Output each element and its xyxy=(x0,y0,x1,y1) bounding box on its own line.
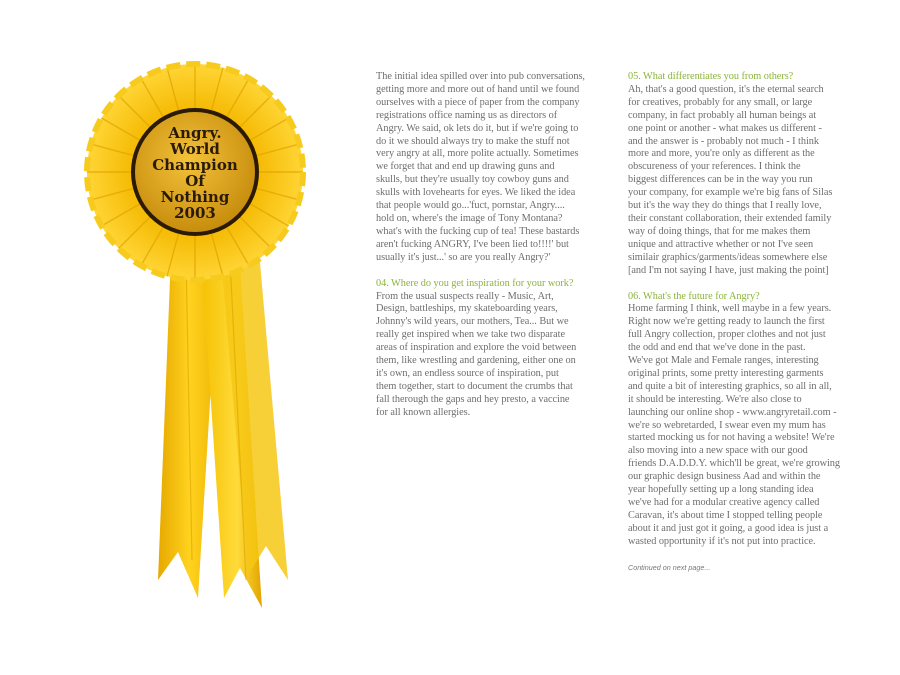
continued-note: Continued on next page... xyxy=(628,563,711,572)
badge-line-2: World xyxy=(170,140,220,158)
right-text-column xyxy=(628,71,868,549)
question-04-heading: 04. Where do you get inspiration for your work? xyxy=(376,277,574,289)
question-06-answer: Home farming I think, well maybe in a few years. Right now we're getting ready to launch the first full Angry collection, proper clothes and not just the odd and end that we've done in the past. We've got Male and Female ranges, interesting original prints, some pretty interesting garments and quite a bit of interesting graphics, so all in all, it should be interesting. We're also close to launching our online shop - www.angryretail.com - we're so webretarded, I swear even my mum has started mocking us for not having a website! We're also moving into a new space with our good friends D.A.D.D.Y. which'll be great, we're growing our graphic design business Aad and within the year hopefully setting up a long standing idea we've had for a modular creative agency called Caravan, it's about time I stopped telling people about it and just got it going, a good idea is just a wasted opportunity if it's not put into practice. xyxy=(628,303,841,547)
rosette-badge xyxy=(131,108,259,236)
question-05-heading: 05. What differentiates you from others? xyxy=(628,71,794,82)
question-05-answer: Ah, that's a good question, it's the eternal search for creatives, probably for any small, or large company, in fact probably all human beings at one point or another - what makes us different - and the answer is - probably not much - I think more and more, you're only as different as the obscureness of your references. I think the biggest differences can be in the way you run your company, for example we're big fans of Silas but it's the way they do things that I really love, their constant collaboration, their extended family way of doing things, that for me makes them unique and attractive whether or not I've seen similair graphics/garments/ideas somewhere else [and I'm not saying I have, just making the point] xyxy=(628,83,833,276)
left-text-column xyxy=(376,71,612,420)
badge-line-6: 2003 xyxy=(174,204,216,222)
badge-line-1: Angry. xyxy=(168,124,222,142)
badge-line-3: Champion xyxy=(152,156,238,174)
ribbon-tails xyxy=(158,230,288,608)
badge-line-4: Of xyxy=(185,172,205,190)
intro-paragraph: The initial idea spilled over into pub conversations, getting more and more out of hand until we found ourselves with a piece of paper from the company registrations office naming us as directors of Angry. We said, ok lets do it, but if we're going to do it we should always try to make the stuff not very angry at all, more polite actually. Sometimes we forget that and end up drawing guns and skulls, but they're usually toy cowboy guns and skulls with lovehearts for eyes. We liked the idea that people would go...'fuct, pornstar, Angry.... hold on, where's the image of Tony Montana? what's with the fucking cup of tea! These bastards aren't fucking ANGRY, I've been lied to!!!!' but usually it's just...' so are you really Angry?' xyxy=(376,71,585,263)
rosette-image xyxy=(60,60,350,620)
badge-line-5: Nothing xyxy=(160,188,230,206)
question-04-answer: From the usual suspects really - Music, Art, Design, battleships, my skateboarding years, Johnny's wild years, our mothers, Tea... But we really get inspired when we take two disparate areas of inspiration and explore the void between them, like wrestling and gardening, either one on it's own, an endless source of inspiration, put them together, start to document the crumbs that fall therough the gaps and hey presto, a vaccine for all known allergies. xyxy=(376,290,577,418)
question-06-heading: 06. What's the future for Angry? xyxy=(628,290,760,302)
